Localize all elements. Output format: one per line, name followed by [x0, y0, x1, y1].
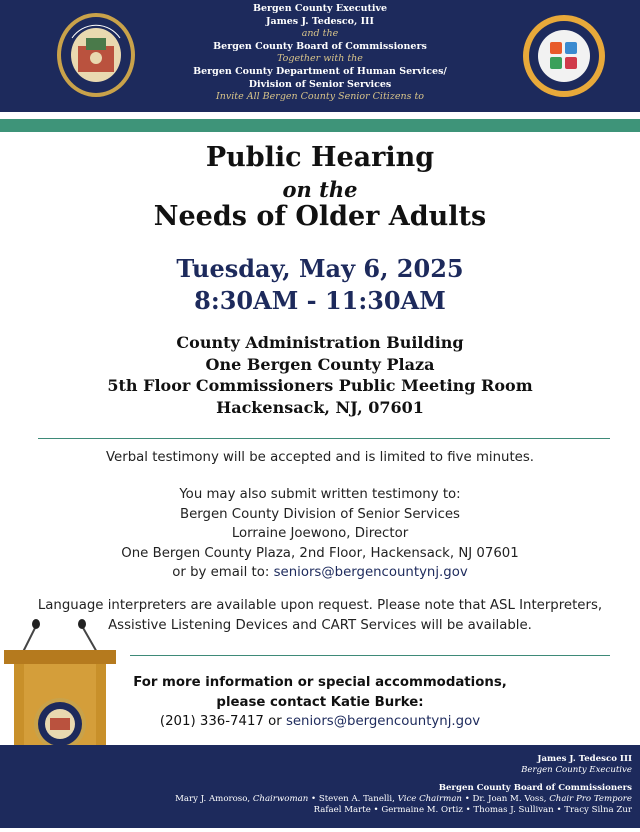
header-line-invite: Invite All Bergen County Senior Citizens to: [215, 91, 425, 103]
footer-exec-title: Bergen County Executive: [521, 765, 632, 775]
contact-email-link[interactable]: seniors@bergencountynj.gov: [285, 714, 481, 729]
contact-line-2: please contact Katie Burke:: [216, 694, 424, 710]
written-testimony-director: Lorraine Joewono, Director: [231, 526, 409, 541]
header-line-exec-name: James J. Tedesco, III: [266, 15, 374, 27]
event-location: [0, 332, 640, 418]
member-2-name: Steven A. Tanelli,: [318, 794, 398, 804]
event-date: Tuesday, May 6, 2025: [176, 254, 464, 283]
contact-block: [0, 673, 640, 732]
title-line-needs: Needs of Older Adults: [153, 201, 487, 232]
written-testimony-block: [0, 485, 640, 583]
title-line-public-hearing: Public Hearing: [205, 142, 435, 173]
written-testimony-email-line: [0, 563, 640, 583]
member-1-role: Chairwoman: [252, 794, 309, 804]
written-testimony-intro: You may also submit written testimony to:: [179, 487, 461, 502]
age-friendly-logo-icon: [522, 14, 606, 98]
written-testimony-address: One Bergen County Plaza, 2nd Floor, Hackensack, NJ 07601: [121, 545, 519, 561]
title-line-on-the: on the: [282, 177, 358, 202]
member-3-role: Chair Pro Tempore: [549, 794, 632, 804]
accessibility-line-2: Assistive Listening Devices and CART Services will be available.: [108, 617, 532, 633]
header-line-together: Together with the: [277, 53, 363, 65]
contact-or: or: [263, 714, 286, 729]
contact-line-1: For more information or special accommodations,: [133, 675, 507, 690]
location-building: County Administration Building: [176, 333, 464, 352]
written-testimony-org: Bergen County Division of Senior Services: [180, 506, 460, 522]
member-3-name: Dr. Joan M. Voss,: [472, 794, 550, 804]
header-line-division: Division of Senior Services: [248, 78, 392, 90]
header-divider-teal: [0, 119, 640, 132]
member-sep-2: •: [461, 794, 473, 804]
member-1-name: Mary J. Amoroso,: [175, 794, 253, 804]
member-2-role: Vice Chairman: [397, 794, 462, 804]
header-banner: [0, 0, 640, 112]
bergen-county-seal-icon: [56, 12, 136, 98]
contact-line-3: [0, 712, 640, 732]
divider-bottom: [130, 655, 610, 656]
header-line-and: and the: [301, 28, 339, 40]
location-city: Hackensack, NJ, 07601: [216, 397, 424, 417]
header-line-exec-title: Bergen County Executive: [252, 3, 388, 14]
header-line-board: Bergen County Board of Commissioners: [213, 40, 427, 52]
testimony-email-link[interactable]: seniors@bergencountynj.gov: [273, 565, 468, 580]
header-divider-white: [0, 112, 640, 119]
footer-members-line-2: Rafael Marte • Germaine M. Ortiz • Thomas J. Sullivan • Tracy Silna Zur: [313, 805, 632, 815]
footer-members-line-1: [175, 794, 632, 805]
member-sep-1: •: [308, 794, 319, 804]
footer-exec-name: James J. Tedesco III: [537, 754, 632, 764]
header-line-department: Bergen County Department of Human Services/: [193, 65, 447, 77]
verbal-testimony-text: Verbal testimony will be accepted and is limited to five minutes.: [105, 450, 534, 465]
location-plaza: One Bergen County Plaza: [205, 354, 435, 374]
footer-banner: [0, 745, 640, 828]
header-invitation-text: [150, 3, 490, 104]
location-room: 5th Floor Commissioners Public Meeting Room: [107, 376, 533, 395]
accessibility-line-1: Language interpreters are available upon request. Please note that ASL Interpreters,: [37, 598, 603, 613]
divider-top: [38, 438, 610, 439]
event-time: 8:30AM - 11:30AM: [194, 286, 446, 315]
contact-phone[interactable]: (201) 336-7417: [159, 714, 264, 729]
email-prefix: or by email to:: [172, 565, 274, 580]
footer-board: Bergen County Board of Commissioners: [438, 783, 632, 793]
